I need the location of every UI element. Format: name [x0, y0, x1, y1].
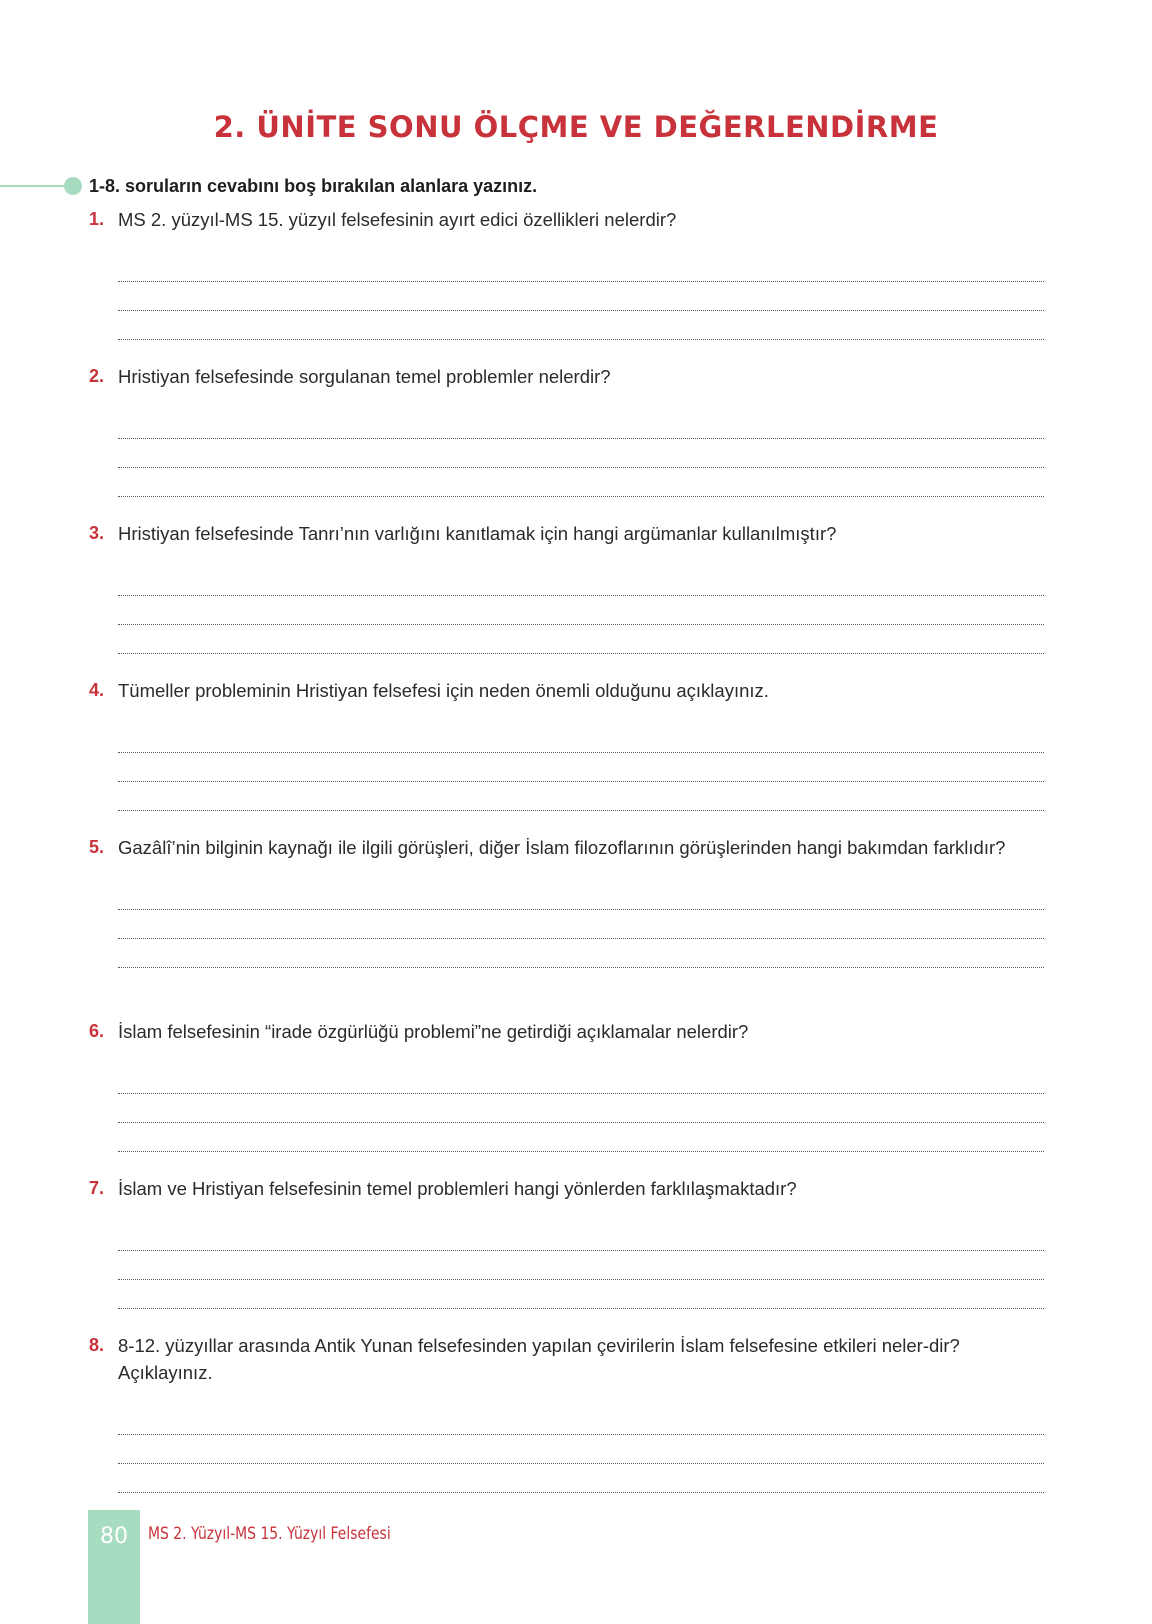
answer-line[interactable] [118, 625, 1044, 654]
answer-line[interactable] [118, 1435, 1044, 1464]
answer-line[interactable] [118, 311, 1044, 340]
question-text: Hristiyan felsefesinde sorgulanan temel problemler nelerdir? [118, 366, 611, 387]
answer-line[interactable] [118, 1094, 1044, 1123]
question-text: Hristiyan felsefesinde Tanrı’nın varlığını kanıtlamak için hangi argümanlar kullanılmıştır? [118, 523, 837, 544]
answer-line[interactable] [118, 567, 1044, 596]
question-number: 7. [89, 1178, 105, 1198]
running-head: MS 2. Yüzyıl-MS 15. Yüzyıl Felsefesi [148, 1524, 391, 1544]
answer-line[interactable] [118, 439, 1044, 468]
question-number: 2. [89, 366, 105, 386]
question-text: 8-12. yüzyıllar arasında Antik Yunan felsefesinden yapılan çevirilerin İslam felsefesine etkileri neler-dir? Açıklayınız. [118, 1335, 960, 1383]
answer-area[interactable] [118, 1222, 1044, 1309]
answer-line[interactable] [118, 753, 1044, 782]
answer-area[interactable] [118, 724, 1044, 811]
question-text: İslam felsefesinin “irade özgürlüğü problemi”ne getirdiği açıklamalar nelerdir? [118, 1021, 749, 1042]
answer-line[interactable] [118, 253, 1044, 282]
question-text: MS 2. yüzyıl-MS 15. yüzyıl felsefesinin ayırt edici özellikleri nelerdir? [118, 209, 677, 230]
answer-line[interactable] [118, 782, 1044, 811]
answer-line[interactable] [118, 468, 1044, 497]
question-2 [89, 363, 1044, 497]
answer-line[interactable] [118, 881, 1044, 910]
question-text: Tümeller probleminin Hristiyan felsefesi için neden önemli olduğunu açıklayınız. [118, 680, 769, 701]
question-text: Gazâlî’nin bilginin kaynağı ile ilgili görüşleri, diğer İslam filozoflarının görüşlerinden hangi bakımdan farklıdır? [118, 837, 1006, 858]
answer-line[interactable] [118, 1251, 1044, 1280]
answer-line[interactable] [118, 1222, 1044, 1251]
answer-line[interactable] [118, 1123, 1044, 1152]
answer-area[interactable] [118, 567, 1044, 654]
answer-line[interactable] [118, 939, 1044, 968]
question-6 [89, 1018, 1044, 1152]
question-8 [89, 1332, 1044, 1493]
answer-line[interactable] [118, 1464, 1044, 1493]
answer-line[interactable] [118, 410, 1044, 439]
page-number: 80 [100, 1524, 128, 1549]
answer-area[interactable] [118, 881, 1044, 968]
answer-line[interactable] [118, 1280, 1044, 1309]
question-number: 4. [89, 680, 105, 700]
answer-area[interactable] [118, 1065, 1044, 1152]
question-4 [89, 677, 1044, 811]
question-3 [89, 520, 1044, 654]
question-number: 8. [89, 1335, 105, 1355]
answer-line[interactable] [118, 1065, 1044, 1094]
instruction-rule [0, 185, 68, 187]
instruction-bullet-icon [64, 177, 82, 195]
question-text: İslam ve Hristiyan felsefesinin temel problemleri hangi yönlerden farklılaşmaktadır? [118, 1178, 797, 1199]
answer-area[interactable] [118, 253, 1044, 340]
question-1 [89, 206, 1044, 340]
answer-area[interactable] [118, 1406, 1044, 1493]
answer-line[interactable] [118, 282, 1044, 311]
answer-line[interactable] [118, 1406, 1044, 1435]
question-5 [89, 834, 1044, 968]
answer-area[interactable] [118, 410, 1044, 497]
question-number: 1. [89, 209, 105, 229]
question-number: 3. [89, 523, 105, 543]
page-title: 2. ÜNİTE SONU ÖLÇME VE DEĞERLENDİRME [213, 110, 939, 144]
question-7 [89, 1175, 1044, 1309]
instruction-text: 1-8. soruların cevabını boş bırakılan alanlara yazınız. [89, 176, 538, 196]
question-number: 5. [89, 837, 105, 857]
question-number: 6. [89, 1021, 105, 1041]
answer-line[interactable] [118, 596, 1044, 625]
answer-line[interactable] [118, 910, 1044, 939]
answer-line[interactable] [118, 724, 1044, 753]
